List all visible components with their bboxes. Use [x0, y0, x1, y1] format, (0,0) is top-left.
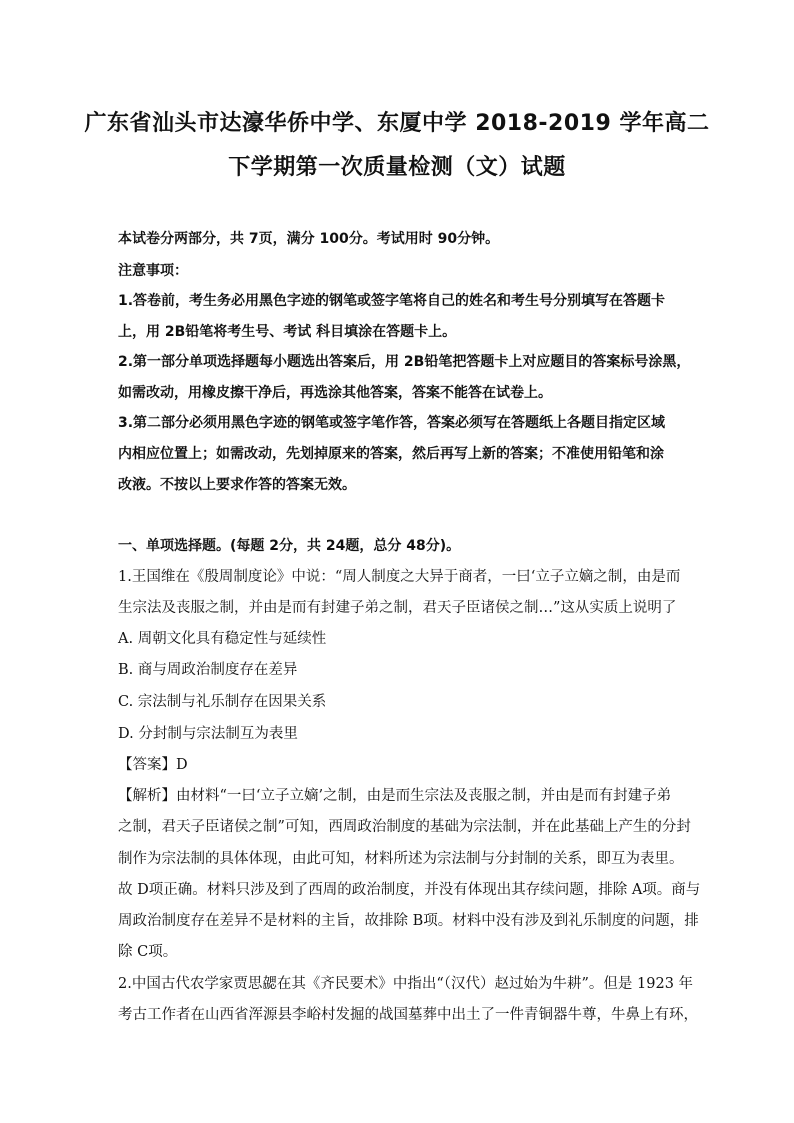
question-1-answer: 【答案】D	[118, 757, 188, 773]
question-1-explanation-line-3: 制作为宗法制的具体体现，由此可知，材料所述为宗法制与分封制的关系，即互为表里。	[118, 851, 684, 867]
question-1-explanation-line-4: 故 D项正确。材料只涉及到了西周的政治制度，并没有体现出其存续问题，排除 A项。商与	[118, 882, 701, 898]
question-1-option-b: B. 商与周政治制度存在差异	[118, 662, 298, 678]
question-1-option-d: D. 分封制与宗法制互为表里	[118, 726, 298, 742]
notice-item-3-line-1: 3.第二部分必须用黑色字迹的钢笔或签字笔作答，答案必须写在答题纸上各题目指定区域	[118, 415, 666, 431]
notice-item-1-line-1: 1.答卷前，考生务必用黑色字迹的钢笔或签字笔将自己的姓名和考生号分别填写在答题卡	[118, 293, 666, 309]
question-1-option-c: C. 宗法制与礼乐制存在因果关系	[118, 694, 327, 710]
question-2-line-1: 2.中国古代农学家贾思勰在其《齐民要术》中指出“（汉代）赵过始为牛耕”。但是 1923 年	[118, 976, 694, 992]
notice-item-3-line-2: 内相应位置上；如需改动，先划掉原来的答案，然后再写上新的答案；不准使用铅笔和涂	[118, 446, 664, 462]
question-1-line-1: 1.王国维在《殷周制度论》中说：“周人制度之大异于商者，一曰‘立子立嫡之制，由是而	[118, 569, 681, 585]
question-1-explanation-line-6: 除 C项。	[118, 944, 178, 960]
section-heading: 一、单项选择题。(每题 2分，共 24题，总分 48分)。	[118, 538, 461, 554]
question-1-explanation-line-2: 之制，君天子臣诸侯之制”可知，西周政治制度的基础为宗法制，并在此基础上产生的分封	[118, 819, 691, 835]
question-2-line-2: 考古工作者在山西省浑源县李峪村发掘的战国墓葬中出土了一件青铜器牛尊，牛鼻上有环，	[118, 1007, 698, 1023]
question-1-line-2: 生宗法及丧服之制，并由是而有封建子弟之制，君天子臣诸侯之制…”这从实质上说明了	[118, 600, 677, 616]
exam-intro: 本试卷分两部分，共 7页，满分 100分。考试用时 90分钟。	[118, 231, 500, 247]
question-1-explanation-line-1: 【解析】由材料“一曰‘立子立嫡’之制，由是而生宗法及丧服之制，并由是而有封建子弟	[118, 788, 672, 804]
notice-item-3-line-3: 改液。不按以上要求作答的答案无效。	[118, 477, 356, 493]
notice-heading: 注意事项：	[118, 263, 188, 279]
notice-item-1-line-2: 上，用 2B铅笔将考生号、考试 科目填涂在答题卡上。	[118, 324, 457, 340]
notice-item-2-line-2: 如需改动，用橡皮擦干净后，再选涂其他答案，答案不能答在试卷上。	[118, 385, 552, 401]
document-title-line-1: 广东省汕头市达濠华侨中学、东厦中学 2018-2019 学年高二	[84, 111, 710, 136]
question-1-option-a: A. 周朝文化具有稳定性与延续性	[118, 631, 327, 647]
question-1-explanation-line-5: 周政治制度存在差异不是材料的主旨，故排除 B项。材料中没有涉及到礼乐制度的问题，排	[118, 913, 699, 929]
notice-item-2-line-1: 2.第一部分单项选择题每小题选出答案后，用 2B铅笔把答题卡上对应题目的答案标号涂黑，	[118, 354, 691, 370]
document-title-line-2: 下学期第一次质量检测（文）试题	[228, 155, 566, 180]
